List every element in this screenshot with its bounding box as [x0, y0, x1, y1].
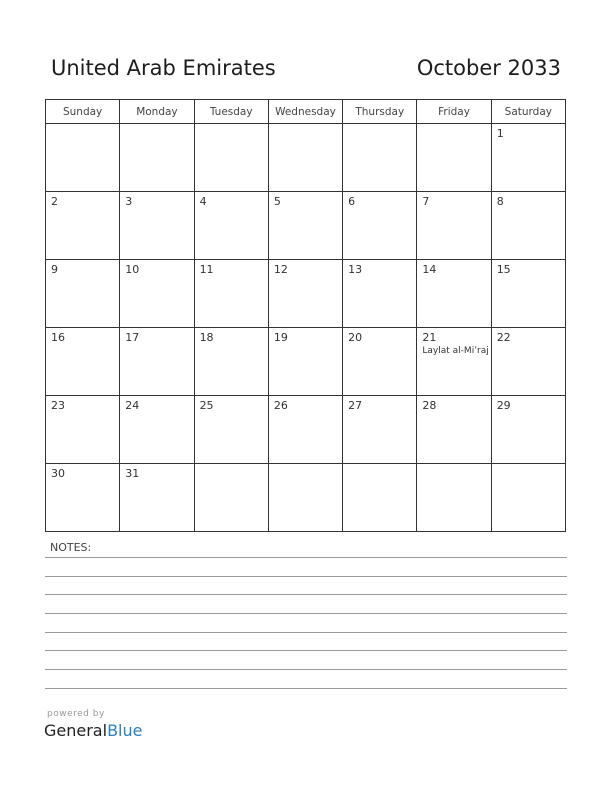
day-number: 12	[273, 263, 288, 276]
day-cell	[417, 192, 491, 260]
day-number: 7	[422, 195, 430, 208]
week-row	[46, 396, 566, 464]
note-line	[45, 594, 567, 595]
day-cell	[194, 124, 268, 192]
weekday-header: Sunday	[46, 100, 120, 124]
note-line	[45, 688, 567, 689]
day-number: 11	[199, 263, 214, 276]
day-number: 5	[273, 195, 281, 208]
week-row	[46, 328, 566, 396]
day-number: 1	[496, 127, 504, 140]
weekday-header: Saturday	[491, 100, 565, 124]
day-cell	[417, 464, 491, 532]
note-line	[45, 613, 567, 614]
holiday-label: Laylat al-Mi’raj	[422, 346, 489, 356]
day-cell	[343, 260, 417, 328]
weekday-header: Tuesday	[194, 100, 268, 124]
day-number: 8	[496, 195, 504, 208]
day-number: 9	[51, 263, 58, 276]
day-cell	[46, 396, 120, 464]
day-cell	[194, 396, 268, 464]
day-cell	[417, 396, 491, 464]
note-line	[45, 650, 567, 651]
day-number: 20	[348, 331, 363, 344]
day-cell	[46, 328, 120, 396]
day-cell	[491, 464, 565, 532]
month-year-title: October 2033	[416, 56, 561, 80]
day-number: 4	[199, 195, 207, 208]
day-number: 16	[51, 331, 65, 344]
day-cell	[268, 124, 342, 192]
day-cell	[268, 328, 342, 396]
day-number: 23	[51, 399, 65, 412]
day-cell	[120, 464, 194, 532]
day-cell	[194, 464, 268, 532]
brand-general: General	[44, 721, 108, 740]
note-line	[45, 632, 567, 633]
day-number: 31	[125, 467, 140, 480]
day-number: 15	[496, 263, 511, 276]
day-number: 30	[51, 467, 65, 480]
day-number: 17	[125, 331, 140, 344]
day-cell	[491, 260, 565, 328]
day-cell	[268, 192, 342, 260]
day-cell	[120, 124, 194, 192]
day-cell	[46, 260, 120, 328]
day-number: 26	[273, 399, 288, 412]
day-cell	[491, 396, 565, 464]
day-cell	[120, 192, 194, 260]
weekday-header: Monday	[120, 100, 194, 124]
day-number: 14	[422, 263, 437, 276]
day-number: 18	[199, 331, 214, 344]
day-number: 22	[496, 331, 511, 344]
day-number: 27	[348, 399, 363, 412]
weekday-header: Friday	[417, 100, 491, 124]
day-cell	[46, 192, 120, 260]
week-row	[46, 124, 566, 192]
day-cell	[343, 192, 417, 260]
day-cell	[417, 260, 491, 328]
day-number: 2	[51, 195, 58, 208]
note-line	[45, 669, 567, 670]
day-cell	[343, 124, 417, 192]
day-cell	[194, 192, 268, 260]
note-line	[45, 557, 567, 558]
weekday-header: Wednesday	[268, 100, 342, 124]
day-number: 3	[125, 195, 133, 208]
day-cell	[194, 328, 268, 396]
day-cell	[491, 124, 565, 192]
day-cell	[194, 260, 268, 328]
calendar-grid	[45, 99, 566, 532]
day-cell	[343, 328, 417, 396]
day-cell	[268, 396, 342, 464]
day-cell	[268, 464, 342, 532]
day-cell	[417, 328, 491, 396]
day-cell	[491, 328, 565, 396]
day-cell	[46, 124, 120, 192]
day-cell	[343, 396, 417, 464]
powered-by-text: powered by	[47, 709, 105, 719]
notes-label: NOTES:	[50, 541, 92, 554]
day-cell	[120, 260, 194, 328]
brand-blue: Blue	[107, 721, 143, 740]
weekday-header-row	[46, 100, 566, 124]
week-row	[46, 260, 566, 328]
week-row	[46, 464, 566, 532]
day-number: 24	[125, 399, 140, 412]
weekday-header: Thursday	[343, 100, 417, 124]
week-row	[46, 192, 566, 260]
day-number: 6	[348, 195, 356, 208]
day-cell	[46, 464, 120, 532]
day-number: 21	[422, 331, 437, 344]
day-number: 28	[422, 399, 437, 412]
generalblue-logo[interactable]	[44, 721, 142, 740]
day-cell	[491, 192, 565, 260]
day-cell	[268, 260, 342, 328]
day-number: 10	[125, 263, 140, 276]
country-title: United Arab Emirates	[51, 56, 276, 80]
day-cell	[343, 464, 417, 532]
day-cell	[120, 328, 194, 396]
day-cell	[417, 124, 491, 192]
day-number: 13	[348, 263, 363, 276]
day-cell	[120, 396, 194, 464]
day-number: 29	[496, 399, 511, 412]
day-number: 25	[199, 399, 214, 412]
day-number: 19	[273, 331, 288, 344]
note-line	[45, 576, 567, 577]
